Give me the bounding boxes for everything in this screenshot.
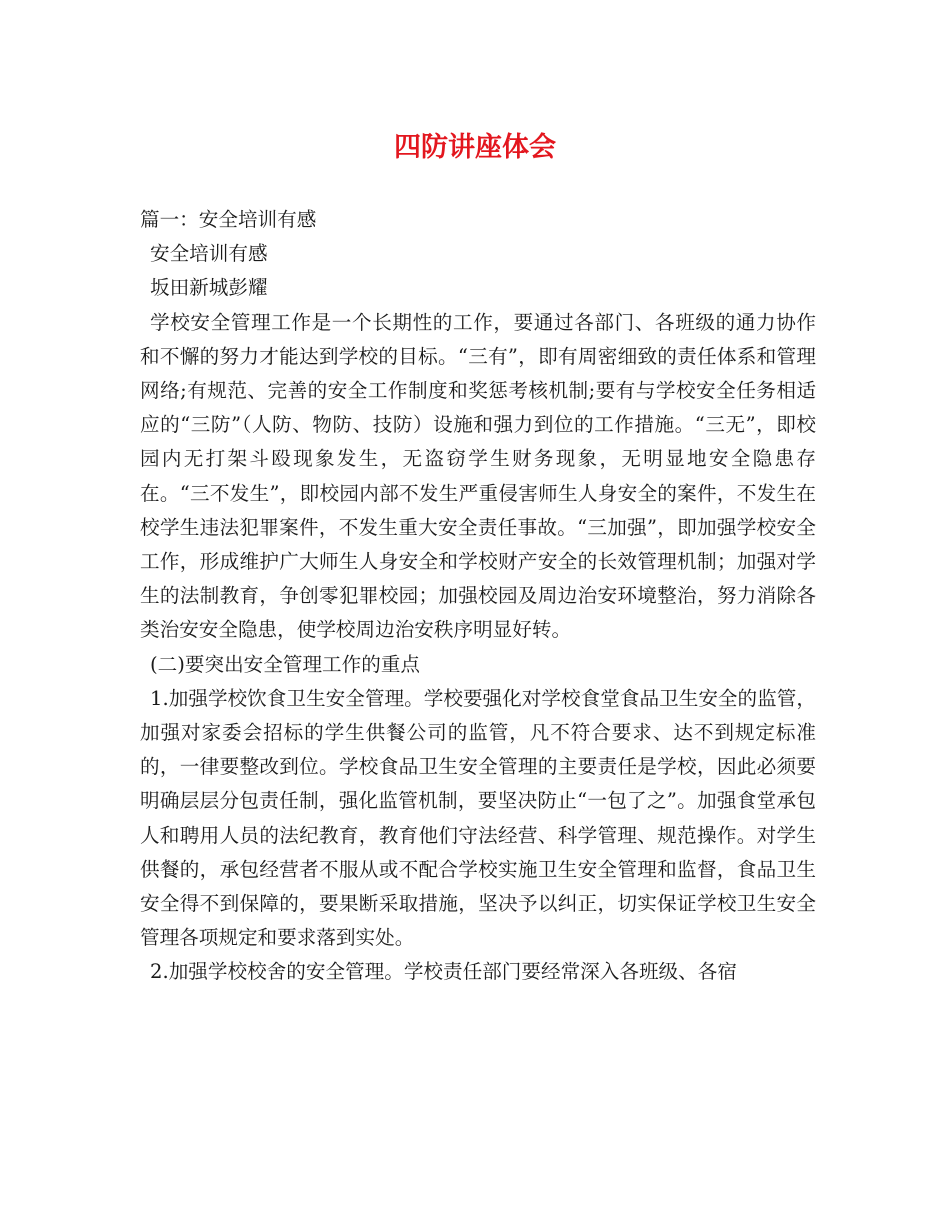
paragraph-subtitle: 安全培训有感	[150, 242, 268, 266]
paragraph-subheading: (二)要突出安全管理工作的重点	[150, 652, 421, 676]
document-body	[140, 203, 816, 990]
paragraph-body: 1.加强学校饮食卫生安全管理。学校要强化对学校食堂食品卫生安全的监管，加强对家委会招标的学生供餐公司的监管，凡不符合要求、达不到规定标准的，一律要整改到位。学校食品卫生安全管理的主要责任是学校，因此必须要明确层层分包责任制，强化监管机制，要坚决防止“一包了之”。加强食堂承包人和聘用人员的法纪教育，教育他们守法经营、科学管理、规范操作。对学生供餐的，承包经营者不服从或不配合学校实施卫生安全管理和监督，食品卫生安全得不到保障的，要果断采取措施，坚决予以纠正，切实保证学校卫生安全管理各项规定和要求落到实处。	[140, 686, 816, 950]
paragraph-section-heading: 篇一：安全培训有感	[140, 208, 317, 231]
paragraph-body: 学校安全管理工作是一个长期性的工作，要通过各部门、各班级的通力协作和不懈的努力才能达到学校的目标。“三有”，即有周密细致的责任体系和管理网络;有规范、完善的安全工作制度和奖惩考核机制;要有与学校安全任务相适应的“三防”（人防、物防、技防）设施和强力到位的工作措施。“三无”，即校园内无打架斗殴现象发生，无盗窃学生财务现象，无明显地安全隐患存在。“三不发生”，即校园内部不发生严重侵害师生人身安全的案件，不发生在校学生违法犯罪案件，不发生重大安全责任事故。“三加强”，即加强学校安全工作，形成维护广大师生人身安全和学校财产安全的长效管理机制；加强对学生的法制教育，争创零犯罪校园；加强校园及周边治安环境整治，努力消除各类治安安全隐患，使学校周边治安秩序明显好转。	[140, 310, 816, 642]
document-title: 四防讲座体会	[394, 132, 556, 163]
paragraph-body: 2.加强学校校舍的安全管理。学校责任部门要经常深入各班级、各宿	[150, 960, 737, 984]
paragraph-author: 坂田新城彭耀	[150, 276, 268, 300]
